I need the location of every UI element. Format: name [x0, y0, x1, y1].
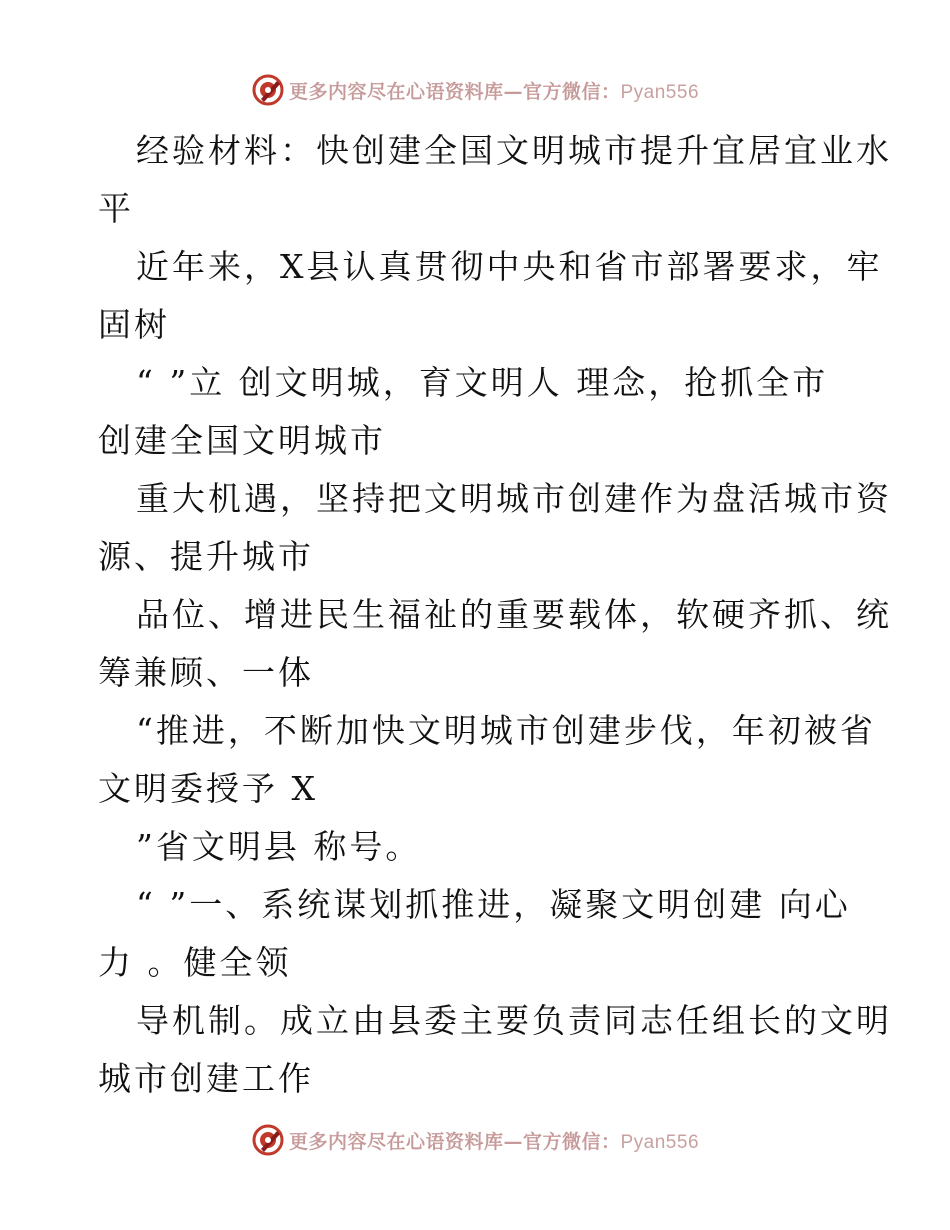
doc-line: “ ”立 创文明城，育文明人 理念，抢抓全市 — [136, 363, 829, 402]
doc-line: 创建全国文明城市 — [98, 421, 386, 460]
doc-line: 品位、增进民生福祉的重要载体，软硬齐抓、统 — [136, 595, 892, 634]
doc-line: 重大机遇，坚持把文明城市创建作为盘活城市资 — [136, 479, 892, 518]
doc-line: 源、提升城市 — [98, 537, 314, 576]
footer-banner-contact: Pyan556 — [620, 1131, 700, 1153]
pen-logo-icon — [251, 1123, 285, 1157]
doc-line: ”省文明县 称号。 — [136, 827, 422, 866]
doc-line: 经验材料：快创建全国文明城市提升宜居宜业水 — [136, 131, 892, 170]
doc-line: 筹兼顾、一体 — [98, 653, 314, 692]
doc-line: 近年来，X县认真贯彻中央和省市部署要求，牢 — [136, 247, 883, 286]
header-banner-label: 更多内容尽在心语资料库—官方微信： — [288, 80, 621, 103]
header-banner-text — [289, 77, 699, 104]
footer-banner-label: 更多内容尽在心语资料库—官方微信： — [288, 1130, 621, 1153]
doc-line: “推进，不断加快文明城市创建步伐，年初被省 — [136, 711, 876, 750]
footer-banner — [0, 1118, 950, 1162]
doc-line: 文明委授予 X — [98, 769, 318, 808]
doc-line: 力 。健全领 — [98, 943, 292, 982]
doc-line: 城市创建工作 — [98, 1059, 314, 1098]
footer-banner-text — [289, 1127, 699, 1154]
doc-line: 导机制。成立由县委主要负责同志任组长的文明 — [136, 1001, 892, 1040]
header-banner-contact: Pyan556 — [620, 81, 700, 103]
header-banner — [0, 68, 950, 112]
doc-line: 固树 — [98, 305, 170, 344]
pen-logo-icon — [251, 73, 285, 107]
document-body — [98, 122, 892, 1108]
doc-line: 平 — [98, 189, 134, 228]
doc-line: “ ”一、系统谋划抓推进，凝聚文明创建 向心 — [136, 885, 851, 924]
